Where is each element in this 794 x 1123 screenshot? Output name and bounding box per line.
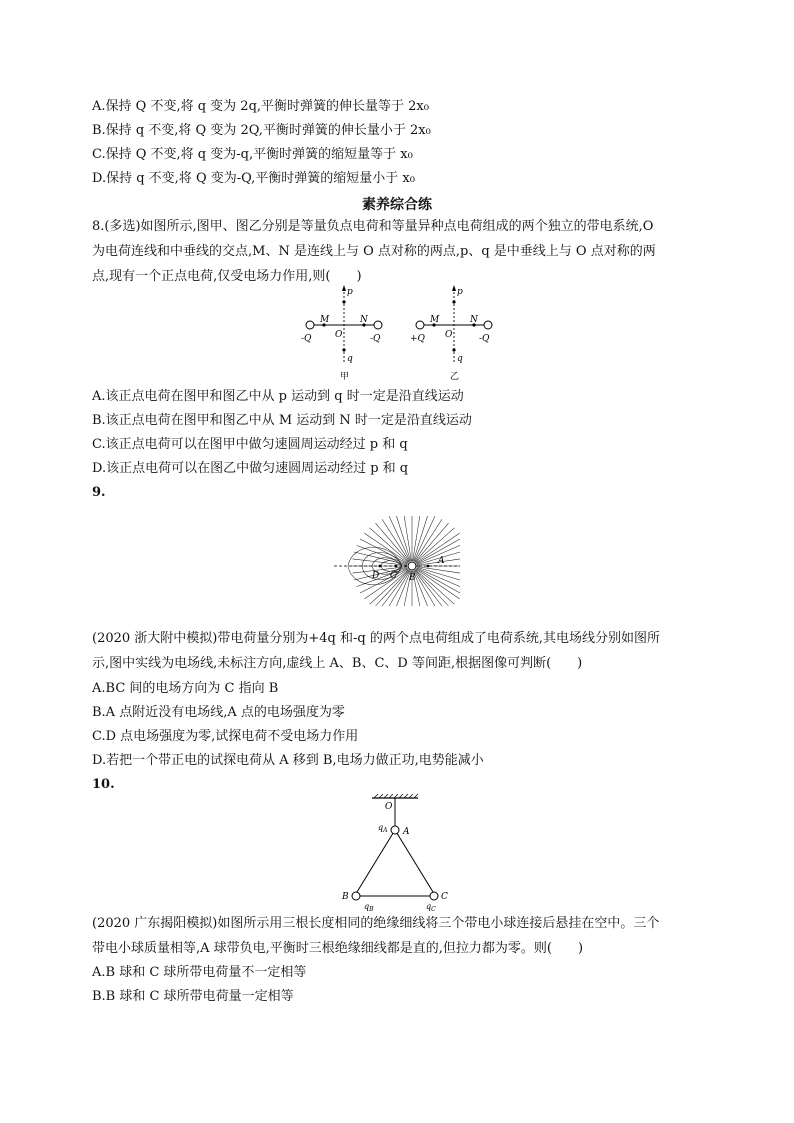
- label-qa: $q_A$: [378, 823, 388, 834]
- q7-option-b: B.保持 q 不变,将 Q 变为 2Q,平衡时弹簧的伸长量小于 2x₀: [92, 123, 431, 138]
- field-line: [417, 568, 460, 587]
- label-p-jia: p: [347, 287, 353, 297]
- charge-left-yi: [416, 321, 424, 329]
- q9-number: 9.: [92, 485, 106, 500]
- label-n-jia: N: [360, 315, 368, 325]
- q8-option-a: A.该正点电荷在图甲和图乙中从 p 运动到 q 时一定是沿直线运动: [92, 389, 464, 404]
- q7-option-d: D.保持 q 不变,将 Q 变为-Q,平衡时弹簧的缩短量小于 x₀: [92, 171, 415, 186]
- section-title: 素养综合练: [362, 197, 432, 213]
- field-line: [413, 516, 427, 561]
- q10-triangle-figure: [334, 793, 464, 911]
- label-a: A: [438, 556, 445, 566]
- label-m-jia: M: [320, 315, 330, 325]
- charge-b: [408, 562, 416, 570]
- q9-option-b: B.A 点附近没有电场线,A 点的电场强度为零: [92, 705, 345, 720]
- field-line: [360, 569, 408, 594]
- charge-left-jia: [306, 321, 314, 329]
- q8-option-b: B.该正点电荷在图甲和图乙中从 M 运动到 N 时一定是沿直线运动: [92, 413, 472, 428]
- field-line: [417, 567, 460, 573]
- charge-label-right-yi: -Q: [479, 334, 490, 344]
- label-b: B: [409, 573, 416, 583]
- ball-a: [391, 826, 399, 834]
- q9-option-d: D.若把一个带正电的试探电荷从 A 移到 B,电场力做正功,电势能减小: [92, 753, 484, 768]
- label-q-yi: q: [457, 354, 463, 364]
- label-p-yi: p: [457, 287, 463, 297]
- field-line: [396, 516, 410, 561]
- q7-option-a: A.保持 Q 不变,将 q 变为 2q,平衡时弹簧的伸长量等于 2x₀: [92, 99, 429, 114]
- field-line: [417, 567, 460, 580]
- q8-stem-line3: 点,现有一个正点电荷,仅受电场力作用,则( ): [92, 269, 362, 284]
- caption-jia: 甲: [340, 372, 350, 382]
- label-c: C: [441, 892, 448, 902]
- label-d: D: [372, 571, 380, 581]
- q9-stem-line1: (2020 浙大附中模拟)带电荷量分别为+4q 和-q 的两个点电荷组成了电荷系统,其电场线分别如图所: [92, 631, 660, 646]
- q10-stem-line1: (2020 广东揭阳模拟)如图所示用三根长度相同的绝缘细线将三个带电小球连接后悬挂在空中。三个: [92, 916, 660, 931]
- field-line: [360, 539, 408, 564]
- q8-figure-jia: [301, 285, 382, 382]
- label-o: O: [385, 802, 393, 812]
- charge-label-right-jia: -Q: [370, 334, 381, 344]
- charge-right-yi: [484, 321, 492, 329]
- label-b: B: [342, 892, 349, 902]
- caption-yi: 乙: [450, 372, 460, 382]
- field-line: [382, 519, 410, 561]
- q8-option-d: D.该正点电荷可以在图乙中做匀速圆周运动经过 p 和 q: [92, 461, 409, 476]
- q8-figure: [298, 282, 498, 384]
- q9-option-c: C.D 点电场强度为零,试探电荷不受电场力作用: [92, 729, 359, 744]
- q10-stem-line2: 带电小球质量相等,A 球带负电,平衡时三根绝缘细线都是直的,但拉力都为零。则( ): [92, 941, 584, 956]
- label-qc: $q_C$: [426, 902, 436, 911]
- charge-label-left-yi: +Q: [410, 334, 425, 344]
- ball-c: [430, 892, 438, 900]
- q8-option-c: C.该正点电荷可以在图甲中做匀速圆周运动经过 p 和 q: [92, 437, 408, 452]
- label-a: A: [403, 827, 410, 837]
- q8-stem-line2: 为电荷连线和中垂线的交点,M、N 是连线上与 O 点对称的两点,p、q 是中垂线上与 O 点对称的两: [92, 244, 656, 259]
- charge-label-left-jia: -Q: [301, 334, 312, 344]
- label-c: C: [390, 571, 397, 581]
- field-line: [364, 533, 408, 563]
- q7-option-c: C.保持 Q 不变,将 q 变为-q,平衡时弹簧的缩短量等于 x₀: [92, 147, 413, 162]
- field-line: [375, 523, 408, 562]
- q8-figure-yi: [410, 285, 492, 382]
- q8-stem-line1: 8.(多选)如图所示,图甲、图乙分别是等量负点电荷和等量异种点电荷组成的两个独立的带电系统,O: [92, 219, 654, 234]
- q9-option-a: A.BC 间的电场方向为 C 指向 B: [92, 681, 279, 696]
- q9-stem-line2: 示,图中实线为电场线,未标注方向,虚线上 A、B、C、D 等间距,根据图像可判断( ): [92, 656, 583, 671]
- q10-option-b: B.B 球和 C 球所带电荷量一定相等: [92, 989, 294, 1004]
- label-m-yi: M: [430, 315, 440, 325]
- field-line: [413, 516, 420, 561]
- q9-field-line-figure: [332, 514, 462, 608]
- q10-option-a: A.B 球和 C 球所带电荷量不一定相等: [92, 965, 307, 980]
- field-line: [404, 516, 411, 561]
- q10-number: 10.: [92, 777, 115, 792]
- label-qb: $q_B$: [364, 902, 374, 911]
- ball-b: [352, 892, 360, 900]
- label-o-jia: O: [335, 330, 343, 340]
- label-n-yi: N: [470, 315, 478, 325]
- charge-right-jia: [374, 321, 382, 329]
- label-o-yi: O: [445, 330, 453, 340]
- label-q-jia: q: [347, 354, 353, 364]
